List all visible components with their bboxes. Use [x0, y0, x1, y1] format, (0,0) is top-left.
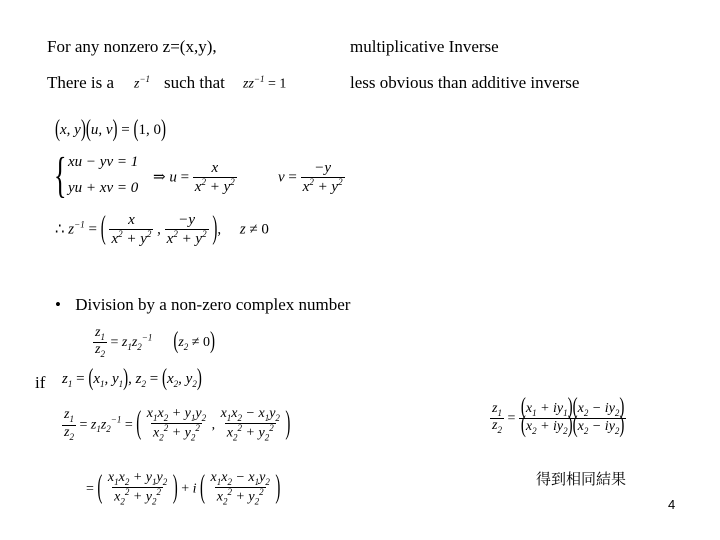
- system-eq-1: xu − yv = 1: [68, 154, 139, 170]
- division-definition: $\frac{z_1}{z_2}$ = $z_1z_2^{-1}$ $(z_2 \ne 0)$: [95, 325, 215, 360]
- such-that-text: such that: [164, 73, 225, 92]
- division-complex-form: = ( $\frac{x_1x_2 + y_1y_2}{x_2^2 + y_2^2}$ ) + i ( $\frac{x_1x_2 - x_1y_2}{x_2^2 + y_2^2}$ ): [86, 470, 281, 507]
- bullet-division-text: Division by a non-zero complex number: [75, 295, 351, 314]
- product-equation: (x, y)(u, v) = (1, 0): [55, 116, 166, 143]
- if-label: if: [35, 373, 46, 392]
- system-brace: {: [54, 148, 67, 204]
- bullet-dot: •: [55, 295, 61, 314]
- system-eq-2: yu + xv = 0: [68, 180, 139, 196]
- z-inverse-result: ∴ $z^{-1}$ = ( $\frac{x}{x^2 + y^2}$ , $\frac{-y}{x^2 + y^2}$ ), z ≠ 0: [55, 211, 269, 247]
- page-number: 4: [668, 497, 676, 512]
- intro-text: For any nonzero z=(x,y),: [47, 37, 217, 56]
- v-solution: v = $\frac{-y}{x^2 + y^2}$: [278, 160, 343, 195]
- same-result-note: 得到相同結果: [536, 470, 627, 488]
- z-inverse-symbol: $z^{-1}$: [134, 74, 151, 92]
- there-is-text: There is a: [47, 73, 115, 92]
- conjugate-formula: $\frac{z_1}{z_2}$ = $\frac{(x_1 + iy_1)(x_2 - iy_2)}{(x_2 + iy_2)(x_2 - iy_2)}$: [492, 394, 625, 439]
- u-solution: ⇒ u = $\frac{x}{x^2 + y^2}$: [153, 160, 235, 195]
- z1-z2-definition: $z_1 = (x_1$, $y_1$), $z_2 = (x_2$, $y_2$): [62, 365, 202, 392]
- division-expansion: $\frac{z_1}{z_2}$ = $z_1z_2^{-1}$ = ( $\frac{x_1x_2 + y_1y_2}{x_2^2 + y_2^2}$ , $\frac{x_1x_2 - x_1y_2}{x_2^2 + y_2^2}$ ): [64, 406, 291, 443]
- less-obvious-text: less obvious than additive inverse: [350, 73, 580, 92]
- zz-inverse-equation: $zz^{-1} = 1$: [243, 74, 287, 92]
- bullet-division: [55, 295, 350, 315]
- heading-multiplicative-inverse: multiplicative Inverse: [350, 37, 499, 56]
